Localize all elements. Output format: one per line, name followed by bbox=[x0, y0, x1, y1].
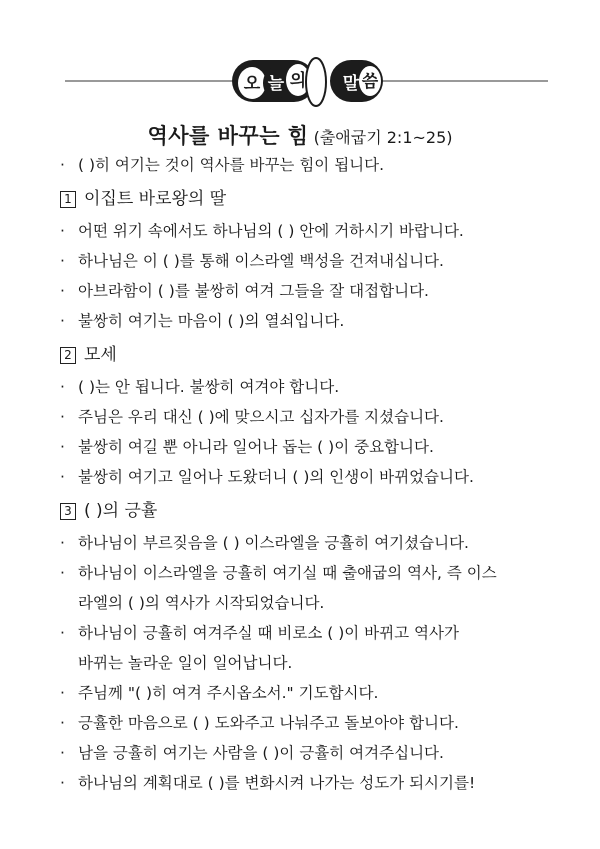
list-item-text: 아브라함이 ( )를 불쌍히 여겨 그들을 잘 대접합니다. bbox=[78, 282, 429, 300]
list-item-text-continued: 바뀌는 놀라운 일이 일어납니다. bbox=[78, 654, 293, 672]
bullet-mark: · bbox=[60, 684, 65, 702]
bullet-mark: · bbox=[60, 156, 65, 174]
bullet-mark: · bbox=[60, 312, 65, 330]
list-item bbox=[60, 402, 560, 432]
list-item-text: 긍휼한 마음으로 ( ) 도와주고 나눠주고 돌보아야 합니다. bbox=[78, 714, 459, 732]
section-heading-2 bbox=[60, 338, 560, 372]
list-item-text: 불쌍히 여기고 일어나 도왔더니 ( )의 인생이 바뀌었습니다. bbox=[78, 468, 474, 486]
list-item bbox=[60, 462, 560, 492]
title-main: 역사를 바꾸는 힘 bbox=[147, 124, 309, 148]
sermon-title bbox=[0, 120, 600, 150]
list-item bbox=[60, 558, 560, 618]
bullet-mark: · bbox=[60, 252, 65, 270]
list-item-text: 남을 긍휼히 여기는 사람을 ( )이 긍휼히 여겨주십니다. bbox=[78, 744, 444, 762]
list-item-text: 주님께 "( )히 여겨 주시옵소서." 기도합시다. bbox=[78, 684, 379, 702]
bullet-mark: · bbox=[60, 222, 65, 240]
list-item bbox=[60, 276, 560, 306]
list-item-text: 하나님은 이 ( )를 통해 이스라엘 백성을 건져내십니다. bbox=[78, 252, 444, 270]
todays-word-banner bbox=[0, 0, 600, 120]
list-item bbox=[60, 246, 560, 276]
list-item bbox=[60, 306, 560, 336]
bullet-mark: · bbox=[60, 714, 65, 732]
list-item bbox=[60, 432, 560, 462]
list-item-text: 하나님이 긍휼히 여겨주실 때 비로소 ( )이 바뀌고 역사가 bbox=[78, 624, 459, 642]
banner-syllable-5: 씀 bbox=[361, 72, 379, 92]
list-item bbox=[60, 678, 560, 708]
bullet-mark: · bbox=[60, 408, 65, 426]
scripture-reference: (출애굽기 2:1~25) bbox=[313, 128, 453, 147]
intro-text: ( )히 여기는 것이 역사를 바꾸는 힘이 됩니다. bbox=[78, 156, 385, 174]
bullet-mark: · bbox=[60, 534, 65, 552]
section-number-box: 3 bbox=[60, 503, 76, 520]
sermon-outline bbox=[60, 150, 560, 798]
banner-syllable-2: 늘 bbox=[267, 74, 285, 94]
bullet-mark: · bbox=[60, 468, 65, 486]
banner-syllable-3: 의 bbox=[289, 71, 307, 91]
list-item bbox=[60, 708, 560, 738]
bullet-mark: · bbox=[60, 744, 65, 762]
list-item-text-continued: 라엘의 ( )의 역사가 시작되었습니다. bbox=[78, 594, 325, 612]
list-item-text: 불쌍히 여기는 마음이 ( )의 열쇠입니다. bbox=[78, 312, 345, 330]
section-heading-1 bbox=[60, 182, 560, 216]
bullet-mark: · bbox=[60, 774, 65, 792]
intro-line bbox=[60, 150, 560, 180]
bullet-mark: · bbox=[60, 438, 65, 456]
bullet-mark: · bbox=[60, 624, 65, 642]
section-heading-text: 모세 bbox=[84, 345, 117, 365]
list-item bbox=[60, 528, 560, 558]
list-item-text: 하나님이 이스라엘을 긍휼히 여기실 때 출애굽의 역사, 즉 이스 bbox=[78, 564, 497, 582]
list-item bbox=[60, 216, 560, 246]
list-item-text: ( )는 안 됩니다. 불쌍히 여겨야 합니다. bbox=[78, 378, 340, 396]
section-heading-3 bbox=[60, 494, 560, 528]
list-item-text: 하나님이 부르짖음을 ( ) 이스라엘을 긍휼히 여기셨습니다. bbox=[78, 534, 469, 552]
section-number-box: 1 bbox=[60, 191, 76, 208]
section-heading-text: ( )의 긍휼 bbox=[84, 501, 158, 521]
bullet-mark: · bbox=[60, 378, 65, 396]
section-heading-text: 이집트 바로왕의 딸 bbox=[84, 189, 227, 209]
bullet-mark: · bbox=[60, 282, 65, 300]
list-item-text: 주님은 우리 대신 ( )에 맞으시고 십자가를 지셨습니다. bbox=[78, 408, 444, 426]
list-item bbox=[60, 768, 560, 798]
banner-syllable-1: 오 bbox=[243, 74, 261, 94]
list-item-text: 불쌍히 여길 뿐 아니라 일어나 돕는 ( )이 중요합니다. bbox=[78, 438, 434, 456]
list-item bbox=[60, 372, 560, 402]
list-item-text: 어떤 위기 속에서도 하나님의 ( ) 안에 거하시기 바랍니다. bbox=[78, 222, 464, 240]
section-number-box: 2 bbox=[60, 347, 76, 364]
list-item-text: 하나님의 계획대로 ( )를 변화시켜 나가는 성도가 되시기를! bbox=[78, 774, 476, 792]
bullet-mark: · bbox=[60, 564, 65, 582]
list-item bbox=[60, 618, 560, 678]
list-item bbox=[60, 738, 560, 768]
banner-syllable-4: 말 bbox=[342, 74, 360, 94]
